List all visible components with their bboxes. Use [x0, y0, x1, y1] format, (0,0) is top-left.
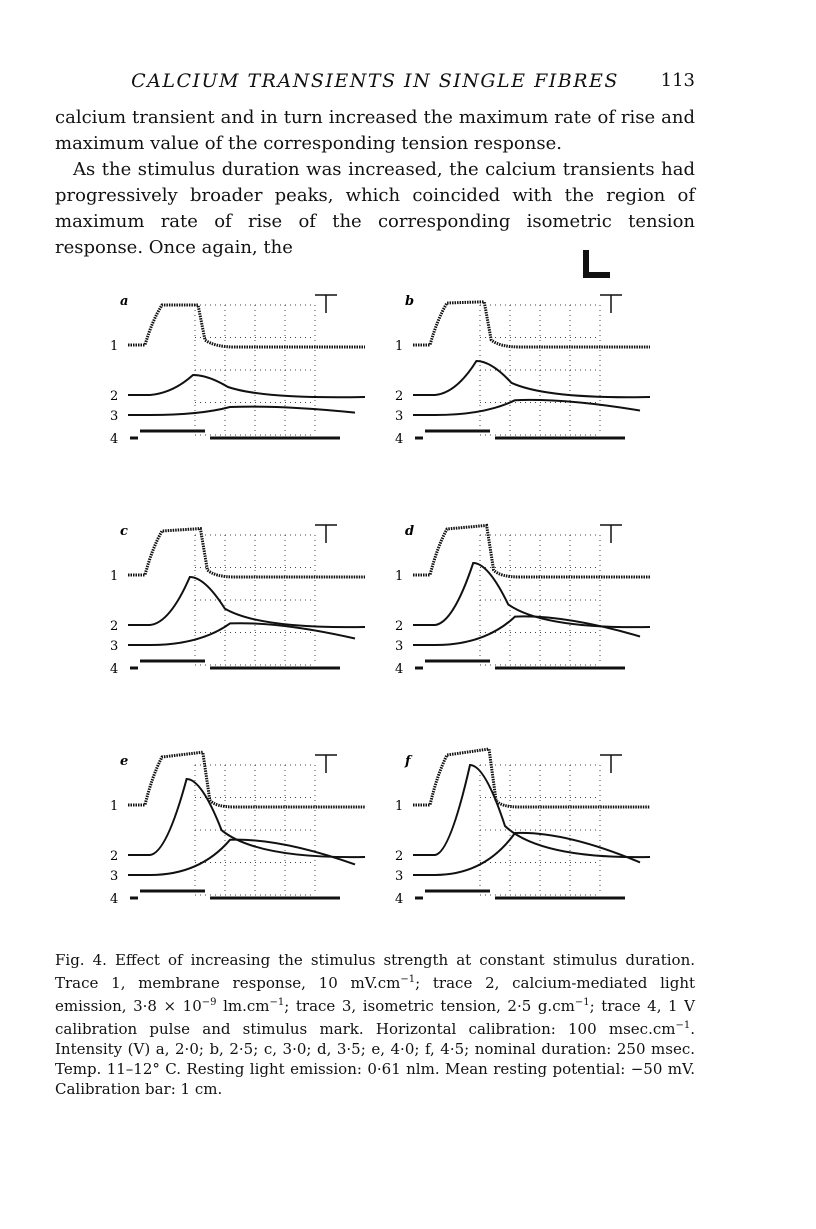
- panel-b: [395, 294, 650, 447]
- trace-label: 1: [110, 339, 119, 354]
- cross-marker: [600, 525, 622, 543]
- panel-label: c: [120, 524, 128, 539]
- trace-2-calcium-light: [128, 375, 365, 397]
- cross-marker: [315, 755, 337, 773]
- trace-label: 1: [110, 569, 119, 584]
- trace-label: 3: [395, 639, 404, 654]
- trace-label: 4: [395, 432, 404, 447]
- body-text: [55, 105, 695, 261]
- trace-label: 2: [395, 849, 404, 864]
- running-header: [55, 70, 695, 96]
- figure-caption: Fig. 4. Effect of increasing the stimulus strength at constant stimulus duration. Trace 1, membrane response, 10 $mV.cm^{-1}$; trace 2, calcium-mediated light emission, $3\cdot 8 \times 10^{-9}$ $lm.cm^{-1}$; trace 3, isometric tension, 2·5 $g.cm^{-1}$; trace 4, 1 V calibration pulse and stimulus mark. Horizontal calibration: 100 $msec.cm^{-1}$. Intensity (V) a, 2·0; b, 2·5; c, 3·0; d, 3·5; e, 4·0; f, 4·5; nominal duration: 250 msec. Temp. 11–12° C. Resting light emission: 0·61 nlm. Mean resting potential: −50 mV. Calibration bar: 1 cm.: [55, 951, 696, 1098]
- trace-label: 4: [110, 432, 119, 447]
- trace-label: 2: [395, 389, 404, 404]
- trace-label: 3: [395, 409, 404, 424]
- trace-2-calcium-light: [128, 779, 365, 857]
- cross-marker: [315, 525, 337, 543]
- trace-1-membrane: [128, 529, 365, 577]
- trace-label: 1: [395, 339, 404, 354]
- caption-figure-label: Fig. 4.: [55, 951, 107, 969]
- paragraph-continued: calcium transient and in turn increased the maximum rate of rise and maximum value of the corresponding tension response.: [55, 107, 695, 154]
- cross-marker: [315, 295, 337, 313]
- panel-label: d: [405, 524, 415, 539]
- trace-2-calcium-light: [413, 765, 650, 857]
- panel-e: [110, 752, 365, 907]
- trace-2-calcium-light: [413, 361, 650, 397]
- calibration-bar: [586, 250, 610, 275]
- trace-label: 2: [395, 619, 404, 634]
- panel-label: f: [405, 754, 411, 769]
- trace-label: 4: [110, 662, 119, 677]
- panel-label: e: [120, 754, 129, 769]
- trace-label: 4: [395, 892, 404, 907]
- panel-c: [110, 524, 365, 677]
- trace-label: 2: [110, 849, 119, 864]
- trace-label: 3: [110, 409, 119, 424]
- trace-label: 2: [110, 389, 119, 404]
- trace-label: 3: [110, 639, 119, 654]
- trace-label: 1: [395, 799, 404, 814]
- trace-label: 1: [110, 799, 119, 814]
- trace-label: 3: [395, 869, 404, 884]
- trace-1-membrane: [413, 749, 650, 807]
- trace-label: 2: [110, 619, 119, 634]
- trace-label: 3: [110, 869, 119, 884]
- trace-3-tension: [128, 407, 355, 415]
- cross-marker: [600, 755, 622, 773]
- trace-3-tension: [413, 616, 640, 645]
- trace-3-tension: [413, 400, 640, 415]
- trace-label: 4: [395, 662, 404, 677]
- figure-4-traces: [100, 245, 660, 945]
- paragraph: As the stimulus duration was increased, the calcium transients had progressively broader peaks, which coincided with the region of maximum rate of rise of the corresponding isometric tension response. Once again, the: [55, 159, 695, 258]
- cross-marker: [600, 295, 622, 313]
- trace-1-membrane: [128, 305, 365, 347]
- trace-label: 1: [395, 569, 404, 584]
- trace-2-calcium-light: [128, 577, 365, 627]
- panel-label: a: [120, 294, 129, 309]
- page-number: 113: [660, 70, 695, 91]
- running-title: CALCIUM TRANSIENTS IN SINGLE FIBRES: [131, 70, 619, 92]
- figure-4: [100, 245, 660, 945]
- panel-label: b: [405, 294, 415, 309]
- trace-1-membrane: [413, 302, 650, 347]
- trace-1-membrane: [413, 525, 650, 577]
- trace-1-membrane: [128, 752, 365, 807]
- panel-f: [395, 749, 650, 907]
- trace-label: 4: [110, 892, 119, 907]
- panel-d: [395, 524, 650, 677]
- panel-a: [110, 294, 365, 447]
